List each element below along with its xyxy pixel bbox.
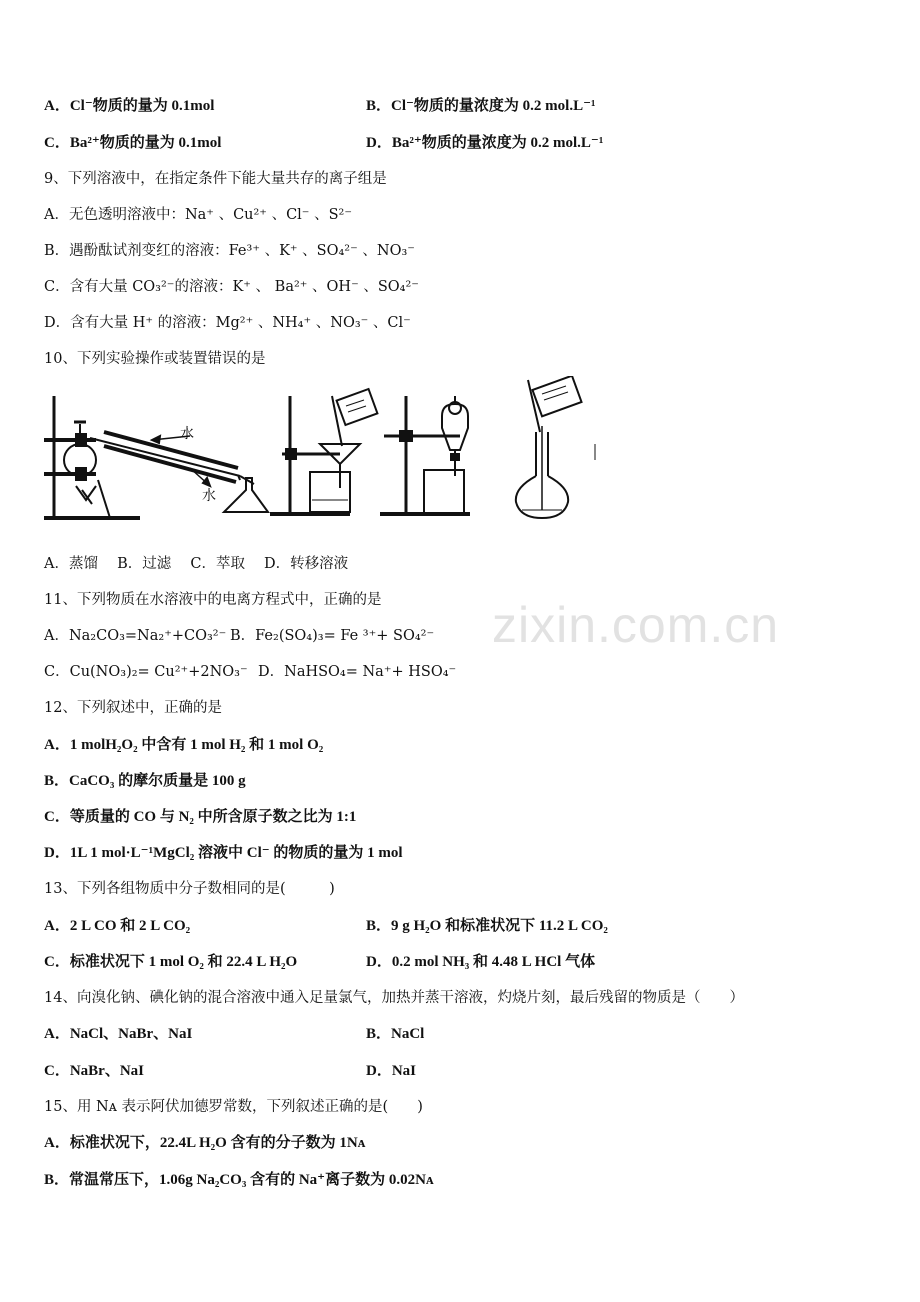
q8-option-b: B．Cl⁻物质的量浓度为 0.2 mol.L⁻¹ [366, 98, 596, 114]
q14-option-b: B．NaCl [366, 1026, 425, 1042]
q11-stem: 11、下列物质在水溶液中的电离方程式中，正确的是 [44, 592, 382, 608]
q11-option-a: A．Na₂CO₃=Na₂⁺+CO₃²⁻ [44, 628, 227, 644]
volumetric-flask-apparatus [516, 376, 595, 518]
q13-option-b: B．9 g H₂O 和标准状况下 11.2 L CO₂ [366, 918, 608, 934]
q9-option-c: C．含有大量 CO₃²⁻的溶液：K⁺ 、 Ba²⁺ 、OH⁻ 、SO₄²⁻ [44, 279, 419, 295]
q8-option-d: D．Ba²⁺物质的量浓度为 0.2 mol.L⁻¹ [366, 135, 604, 151]
q8-option-c: C．Ba²⁺物质的量为 0.1mol [44, 135, 222, 151]
q12-option-d: D．1L 1 mol·L⁻¹MgCl₂ 溶液中 Cl⁻ 的物质的量为 1 mol [44, 845, 403, 861]
distillation-apparatus [44, 396, 254, 518]
q15-option-b: B．常温常压下，1.06g Na₂CO₃ 含有的 Na⁺离子数为 0.02Nᴀ [44, 1172, 434, 1188]
q8-option-a: A．Cl⁻物质的量为 0.1mol [44, 98, 215, 114]
q15-stem: 15、用 Nᴀ 表示阿伏加德罗常数，下列叙述正确的是( ) [44, 1099, 423, 1115]
q14-option-d: D．NaI [366, 1063, 417, 1079]
q11-option-b: B．Fe₂(SO₄)₃= Fe ³⁺+ SO₄²⁻ [230, 628, 435, 644]
q11-option-c: C．Cu(NO₃)₂= Cu²⁺+2NO₃⁻ [44, 664, 248, 680]
q9-stem: 9、下列溶液中，在指定条件下能大量共存的离子组是 [44, 171, 387, 187]
q14-option-c: C．NaBr、NaI [44, 1063, 144, 1079]
water-in-label: 水 [180, 426, 194, 442]
q10-apparatus-figure [40, 376, 600, 526]
water-out-label: 水 [202, 488, 216, 504]
q9-option-a: A．无色透明溶液中：Na⁺ 、Cu²⁺ 、Cl⁻ 、S²⁻ [44, 207, 352, 223]
q13-option-a: A．2 L CO 和 2 L CO₂ [44, 918, 191, 934]
q13-option-d: D．0.2 mol NH₃ 和 4.48 L HCl 气体 [366, 954, 596, 970]
q15-option-a: A．标准状况下，22.4L H₂O 含有的分子数为 1Nᴀ [44, 1135, 366, 1151]
q14-stem: 14、向溴化钠、碘化钠的混合溶液中通入足量氯气，加热并蒸干溶液，灼烧片刻，最后残留的物质是（ ） [44, 990, 744, 1006]
q12-option-c: C．等质量的 CO 与 N₂ 中所含原子数之比为 1:1 [44, 809, 357, 825]
watermark: zixin.com.cn [492, 597, 780, 653]
filtration-apparatus [270, 389, 377, 514]
q10-stem: 10、下列实验操作或装置错误的是 [44, 351, 266, 367]
separatory-funnel-apparatus [380, 396, 470, 514]
q12-option-b: B．CaCO₃ 的摩尔质量是 100 g [44, 773, 246, 789]
q14-option-a: A．NaCl、NaBr、NaI [44, 1026, 193, 1042]
q10-options: A．蒸馏 B．过滤 C．萃取 D．转移溶液 [44, 556, 349, 572]
q11-option-d: D．NaHSO₄= Na⁺+ HSO₄⁻ [258, 664, 457, 680]
q12-option-a: A．1 molH₂O₂ 中含有 1 mol H₂ 和 1 mol O₂ [44, 737, 324, 753]
q12-stem: 12、下列叙述中，正确的是 [44, 700, 222, 716]
q13-option-c: C．标准状况下 1 mol O₂ 和 22.4 L H₂O [44, 954, 298, 970]
q9-option-b: B．遇酚酞试剂变红的溶液：Fe³⁺ 、K⁺ 、SO₄²⁻ 、NO₃⁻ [44, 243, 415, 259]
q9-option-d: D．含有大量 H⁺ 的溶液：Mg²⁺ 、NH₄⁺ 、NO₃⁻ 、Cl⁻ [44, 315, 411, 331]
q13-stem: 13、下列各组物质中分子数相同的是( ) [44, 881, 335, 897]
receiving-flask [224, 478, 268, 512]
